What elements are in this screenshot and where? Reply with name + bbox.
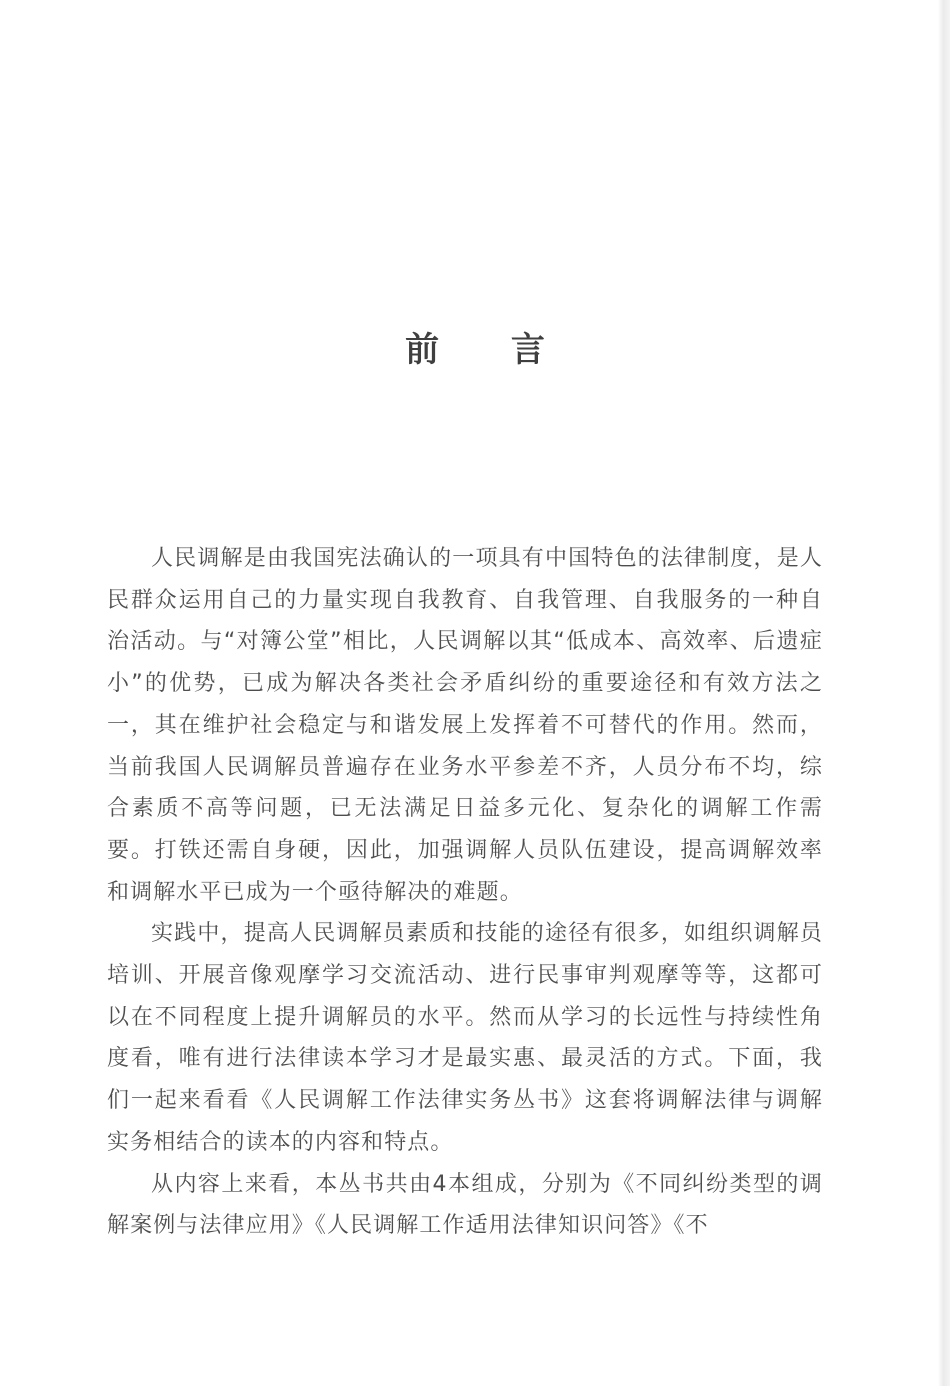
page-edge-shadow [938, 0, 950, 1386]
page-title: 前 言 [405, 330, 575, 370]
paragraph: 人民调解是由我国宪法确认的一项具有中国特色的法律制度，是人民群众运用自己的力量实现自我教育、自我管理、自我服务的一种自治活动。与“对簿公堂”相比，人民调解以其“低成本、高效率、后遗症小”的优势，已成为解决各类社会矛盾纠纷的重要途径和有效方法之一，其在维护社会稳定与和谐发展上发挥着不可替代的作用。然而，当前我国人民调解员普遍存在业务水平参差不齐，人员分布不均，综合素质不高等问题，已无法满足日益多元化、复杂化的调解工作需要。打铁还需自身硬，因此，加强调解人员队伍建设，提高调解效率和调解水平已成为一个亟待解决的难题。 [107, 546, 823, 905]
paragraph: 实践中，提高人民调解员素质和技能的途径有很多，如组织调解员培训、开展音像观摩学习交流活动、进行民事审判观摩等等，这都可以在不同程度上提升调解员的水平。然而从学习的长远性与持续性角度看，唯有进行法律读本学习才是最实惠、最灵活的方式。下面，我们一起来看看《人民调解工作法律实务丛书》这套将调解法律与调解实务相结合的读本的内容和特点。 [107, 921, 823, 1155]
body-text [107, 538, 823, 1247]
paragraph: 从内容上来看，本丛书共由4本组成，分别为《不同纠纷类型的调解案例与法律应用》《人民调解工作适用法律知识问答》《不 [107, 1171, 823, 1239]
